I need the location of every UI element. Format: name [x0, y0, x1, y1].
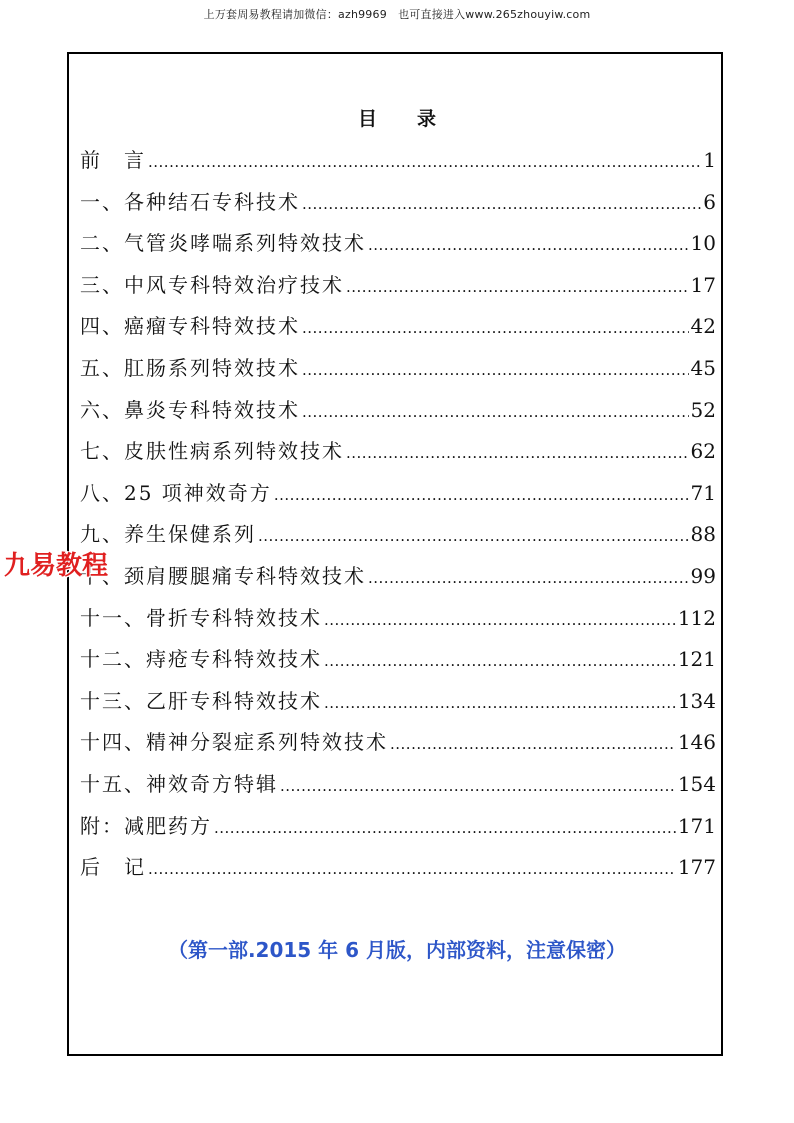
toc-entry[interactable]: [80, 223, 716, 265]
toc-entry-label: 六、鼻炎专科特效技术: [80, 397, 300, 422]
toc-entry-label: 附：减肥药方: [80, 813, 212, 838]
toc-entry-label: 二、气管炎哮喘系列特效技术: [80, 231, 366, 256]
toc-leader-dots: [148, 142, 701, 184]
toc-entry-page: 177: [677, 855, 716, 880]
toc-leader-dots: [324, 641, 676, 683]
footer-note: （第一部.2015 年 6 月版，内部资料，注意保密）: [167, 938, 627, 962]
toc-entry[interactable]: [80, 847, 716, 889]
toc-entry[interactable]: [80, 473, 716, 515]
toc-title-char-2: 录: [417, 108, 437, 130]
toc-entry-label: 一、各种结石专科技术: [80, 189, 300, 214]
toc-entry-label: 十二、痔疮专科特效技术: [80, 647, 322, 672]
toc-entry-label: 四、癌瘤专科特效技术: [80, 314, 300, 339]
toc-leader-dots: [346, 433, 689, 475]
toc-leader-dots: [368, 225, 689, 267]
toc-entry[interactable]: [80, 722, 716, 764]
toc-entry[interactable]: [80, 764, 716, 806]
toc-entry-label: 十四、精神分裂症系列特效技术: [80, 730, 388, 755]
watermark-logo: 九易教程: [4, 551, 109, 581]
toc-leader-dots: [280, 766, 676, 808]
toc-entry[interactable]: [80, 348, 716, 390]
toc-leader-dots: [258, 516, 689, 558]
toc-entry-page: 52: [690, 397, 716, 422]
toc-entry-label: 后 记: [80, 855, 146, 880]
toc-entry-label: 七、皮肤性病系列特效技术: [80, 439, 344, 464]
toc-entry-label: 九、养生保健系列: [80, 522, 256, 547]
toc-entry-label: 十三、乙肝专科特效技术: [80, 688, 322, 713]
toc-leader-dots: [148, 849, 676, 891]
toc-title: [0, 104, 794, 131]
toc-leader-dots: [346, 267, 689, 309]
toc-entry[interactable]: [80, 306, 716, 348]
toc-entry-page: 99: [690, 563, 716, 588]
toc-leader-dots: [324, 683, 676, 725]
table-of-contents: [80, 140, 716, 889]
toc-entry-page: 10: [690, 231, 716, 256]
toc-entry[interactable]: [80, 639, 716, 681]
toc-leader-dots: [302, 308, 689, 350]
toc-entry[interactable]: [80, 514, 716, 556]
toc-entry-page: 62: [690, 439, 716, 464]
toc-title-char-1: 目: [357, 108, 377, 130]
toc-leader-dots: [214, 808, 676, 850]
toc-entry-label: 十一、骨折专科特效技术: [80, 605, 322, 630]
toc-entry[interactable]: [80, 681, 716, 723]
toc-entry[interactable]: [80, 140, 716, 182]
toc-entry-label: 三、中风专科特效治疗技术: [80, 272, 344, 297]
toc-entry[interactable]: [80, 806, 716, 848]
toc-entry-page: 71: [690, 480, 716, 505]
toc-leader-dots: [390, 724, 676, 766]
toc-entry[interactable]: [80, 431, 716, 473]
toc-entry-page: 121: [677, 647, 716, 672]
toc-entry-page: 17: [690, 272, 716, 297]
toc-entry-label: 五、肛肠系列特效技术: [80, 355, 300, 380]
toc-entry-page: 154: [677, 771, 716, 796]
toc-entry-page: 171: [677, 813, 716, 838]
toc-entry[interactable]: [80, 556, 716, 598]
toc-leader-dots: [324, 600, 676, 642]
toc-entry-page: 45: [690, 355, 716, 380]
toc-entry-label: 前 言: [80, 148, 146, 172]
toc-entry-page: 112: [677, 605, 716, 630]
toc-leader-dots: [302, 350, 689, 392]
toc-entry-page: 146: [677, 730, 716, 755]
toc-entry-page: 134: [677, 688, 716, 713]
toc-entry[interactable]: [80, 598, 716, 640]
toc-leader-dots: [302, 392, 689, 434]
toc-leader-dots: [302, 184, 701, 226]
toc-entry-label: 十、颈肩腰腿痛专科特效技术: [80, 563, 366, 588]
toc-entry-page: 42: [690, 314, 716, 339]
toc-entry-label: 八、25 项神效奇方: [80, 480, 272, 505]
toc-leader-dots: [274, 475, 689, 517]
toc-entry-page: 88: [690, 522, 716, 547]
toc-entry[interactable]: [80, 182, 716, 224]
toc-entry-page: 6: [703, 189, 716, 214]
toc-entry[interactable]: [80, 265, 716, 307]
toc-entry-page: 1: [703, 148, 716, 172]
top-banner: 上万套周易教程请加微信：azh9969 也可直接进入www.265zhouyiw.com: [203, 8, 591, 21]
toc-entry-label: 十五、神效奇方特辑: [80, 771, 278, 796]
toc-leader-dots: [368, 558, 689, 600]
toc-entry[interactable]: [80, 390, 716, 432]
